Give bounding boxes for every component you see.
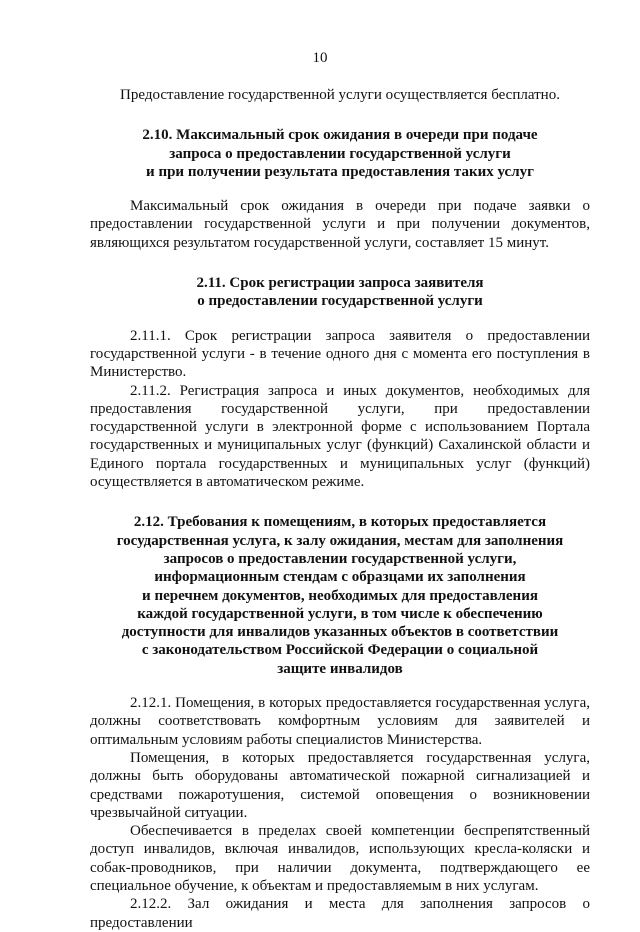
section-2-12-premises-paragraph: Помещения, в которых предоставляется государственная услуга, должны быть оборудованы автоматической пожарной сигнализацией и средствами пожаротушения, системой оповещения о возникновении чрезвычайной ситуации. (90, 749, 590, 821)
page-number: 10 (312, 50, 328, 66)
section-2-12-accessibility-paragraph: Обеспечивается в пределах своей компетенции беспрепятственный доступ инвалидов, включая инвалидов, использующих кресла-коляски и собак-проводников, при наличии документа, подтверждающего ее специальное обучение, к объектам и предоставляемым в них услугам. (90, 823, 590, 894)
section-2-11-1-paragraph: 2.11.1. Срок регистрации запроса заявителя о предоставлении государственной услуги - в течение одного дня с момента его поступления в Министерство. (90, 327, 590, 381)
section-2-12-heading: 2.12. Требования к помещениям, в которых предоставляется государственная услуга, к залу ожидания, местам для заполнения запросов о предоставлении государственной услуги, информационным стендам с образцами их заполнения и перечнем документов, необходимых для предоставления каждой государственной услуги, в том числе к обеспечению доступности для инвалидов указанных объектов в соответствии с законодательством Российской Федерации о социальной защите инвалидов (116, 514, 564, 677)
intro-paragraph: Предоставление государственной услуги осуществляется бесплатно. (120, 87, 560, 103)
section-2-10-paragraph: Максимальный срок ожидания в очереди при подаче заявки о предоставлении государственной услуги и при получении документов, являющихся результатом государственной услуги, составляет 15 минут. (90, 198, 590, 251)
document-body (90, 86, 590, 932)
section-2-10-heading: 2.10. Максимальный срок ожидания в очереди при подаче запроса о предоставлении государственной услуги и при получении результата предоставления таких услуг (142, 127, 538, 180)
section-2-12-1-paragraph: 2.12.1. Помещения, в которых предоставляется государственная услуга, должны соответствовать комфортным условиям для заявителей и оптимальным условиям работы специалистов Министерства. (90, 695, 590, 748)
section-2-12-2-paragraph: 2.12.2. Зал ожидания и места для заполнения запросов о предоставлении (90, 896, 590, 931)
section-2-11-2-paragraph: 2.11.2. Регистрация запроса и иных документов, необходимых для предоставления государственной услуги, при предоставлении государственной услуги в электронной форме с использованием Портала государственных и муниципальных услуг (функций) Сахалинской области и Единого портала государственных и муниципальных услуг (функций) осуществляется в автоматическом режиме. (90, 382, 590, 491)
section-2-11-heading: 2.11. Срок регистрации запроса заявителя о предоставлении государственной услуги (196, 275, 484, 310)
